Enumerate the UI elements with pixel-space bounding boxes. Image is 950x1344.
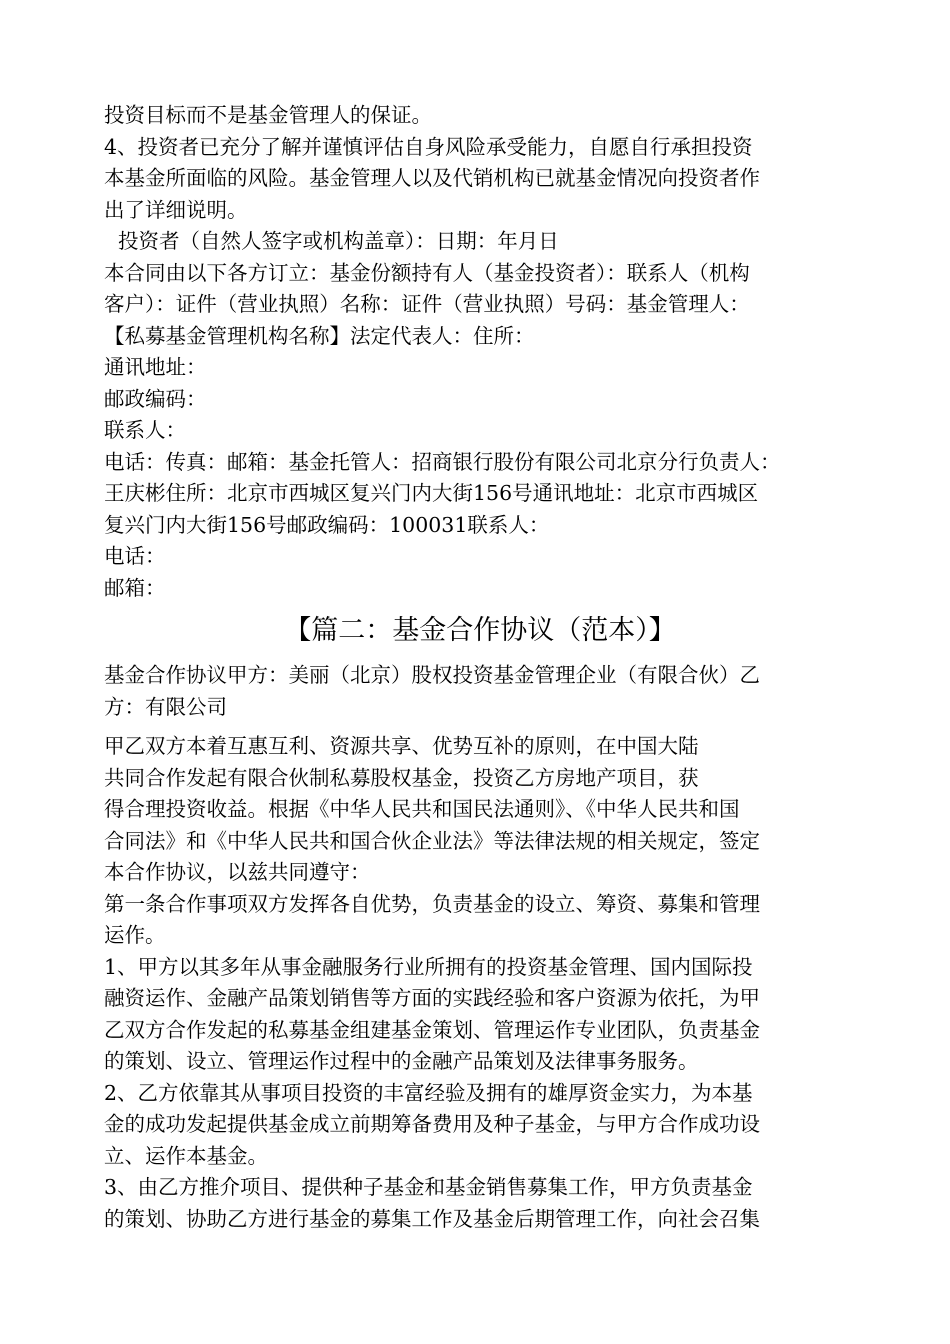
text-line: 王庆彬住所：北京市西城区复兴门内大街156号通讯地址：北京市西城区: [104, 481, 759, 505]
text-line: 的策划、设立、管理运作过程中的金融产品策划及法律事务服务。: [104, 1049, 699, 1073]
text-line: 金的成功发起提供基金成立前期筹备费用及种子基金，与甲方合作成功设: [104, 1112, 760, 1136]
text-line: 运作。: [104, 923, 166, 947]
text-line: 邮政编码：: [104, 386, 207, 411]
text-line: 共同合作发起有限合伙制私募股权基金，投资乙方房地产项目，获: [104, 765, 699, 790]
text-line: 投资目标而不是基金管理人的保证。: [104, 103, 432, 127]
text-line: 的策划、协助乙方进行基金的募集工作及基金后期管理工作，向社会召集: [104, 1206, 760, 1231]
text-line: 复兴门内大街156号邮政编码：100031联系人：: [104, 512, 550, 537]
signature-line: 投资者（自然人签字或机构盖章）：日期：年月日: [118, 229, 559, 253]
text-line: 3、由乙方推介项目、提供种子基金和基金销售募集工作，甲方负责基金: [104, 1175, 753, 1199]
text-line: 乙双方合作发起的私募基金组建基金策划、管理运作专业团队，负责基金: [104, 1017, 760, 1042]
text-line: 得合理投资收益。根据《中华人民共和国民法通则》、《中华人民共和国: [104, 797, 740, 821]
text-line: 立、运作本基金。: [104, 1143, 268, 1168]
text-line: 出了详细说明。: [104, 197, 248, 222]
text-line: 方：有限公司: [104, 694, 227, 719]
text-line: 本合作协议，以兹共同遵守：: [104, 860, 371, 884]
text-line: 联系人：: [104, 418, 186, 442]
text-line: 4、投资者已充分了解并谨慎评估自身风险承受能力，自愿自行承担投资: [104, 134, 753, 159]
section-heading: 【篇二：基金合作协议（范本）】: [284, 615, 676, 646]
text-line: 本合同由以下各方订立：基金份额持有人（基金投资者）：联系人（机构: [104, 260, 750, 285]
text-line: 甲乙双方本着互惠互利、资源共享、优势互补的原则，在中国大陆: [104, 734, 699, 758]
party-block: [104, 660, 856, 723]
text-line: 1、甲方以其多年从事金融服务行业所拥有的投资基金管理、国内国际投: [104, 954, 753, 979]
text-line: 第一条合作事项双方发挥各自优势，负责基金的设立、筹资、募集和管理: [104, 891, 760, 916]
text-line: 客户）：证件（营业执照）名称：证件（营业执照）号码：基金管理人：: [104, 292, 750, 316]
document-page: [104, 100, 856, 1235]
text-line: 基金合作协议甲方：美丽（北京）股权投资基金管理企业（有限合伙）乙: [104, 663, 760, 687]
text-line: 邮箱：: [104, 575, 166, 600]
text-line: 本基金所面临的风险。基金管理人以及代销机构已就基金情况向投资者作: [104, 166, 760, 190]
text-line: 合同法》和《中华人民共和国合伙企业法》等法律法规的相关规定，签定: [104, 828, 760, 853]
text-line: 融资运作、金融产品策划销售等方面的实践经验和客户资源为依托，为甲: [104, 986, 760, 1010]
top-text-block: [104, 100, 856, 604]
agreement-body: [104, 731, 856, 1235]
text-line: 2、乙方依靠其从事项目投资的丰富经验及拥有的雄厚资金实力，为本基: [104, 1080, 753, 1105]
text-line: 电话：: [104, 544, 166, 568]
text-line: 【私募基金管理机构名称】法定代表人：住所：: [104, 323, 535, 348]
text-line: 通讯地址：: [104, 355, 207, 379]
text-line: 电话：传真：邮箱：基金托管人：招商银行股份有限公司北京分行负责人：: [104, 449, 781, 474]
